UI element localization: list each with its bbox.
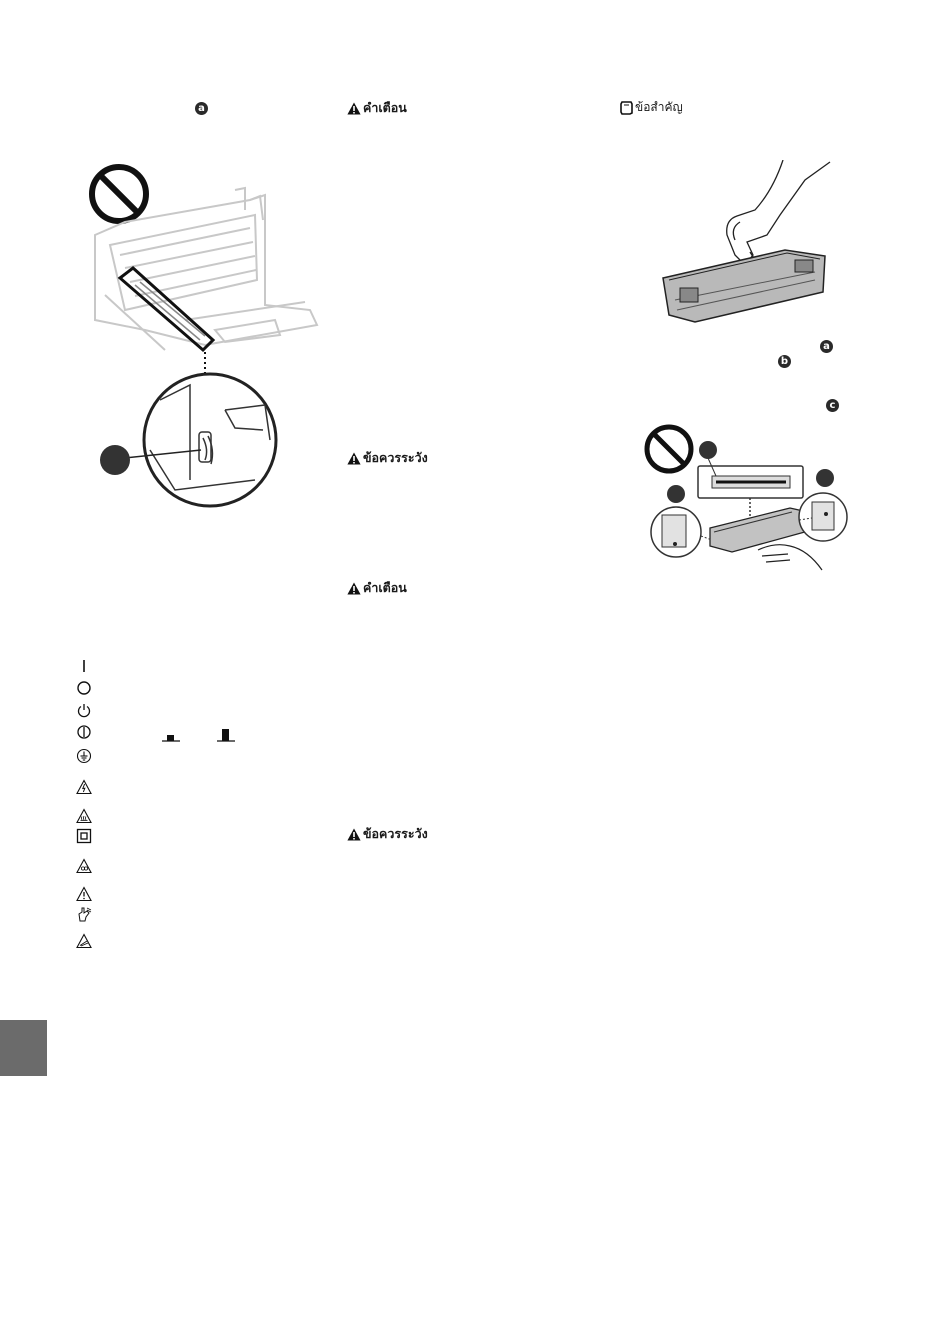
warning-heading-1: คำเตือน (347, 98, 407, 118)
protective-earth-icon (76, 748, 92, 764)
marker-a-right: a (820, 340, 833, 353)
hot-surface-warning-icon (76, 808, 92, 824)
standby-icon (76, 702, 92, 718)
marker-b-right: b (778, 355, 791, 368)
chapter-tab (0, 1020, 47, 1076)
warning-triangle-icon (347, 828, 361, 841)
prohibited-icon (647, 427, 691, 471)
moving-parts-warning-icon (76, 858, 92, 874)
important-heading: ข้อสำคัญ (620, 98, 683, 117)
caution-heading-2: ข้อควรระวัง (347, 824, 428, 844)
warning-triangle-icon (347, 102, 361, 115)
switch-state-off-icon (217, 726, 235, 742)
printer-illustration-left (85, 160, 325, 515)
toner-do-not-touch-illustration (640, 420, 865, 580)
important-note-icon (620, 101, 633, 115)
power-off-icon (76, 680, 92, 696)
caution-heading-1: ข้อควรระวัง (347, 448, 428, 468)
general-warning-icon (76, 886, 92, 902)
toner-cartridge-hand-illustration (655, 160, 845, 330)
marker-a-left: a (195, 102, 208, 115)
marker-c-right: c (826, 399, 839, 412)
push-push-switch-icon (76, 724, 92, 740)
electric-shock-warning-icon (76, 779, 92, 795)
class-ii-equipment-icon (76, 828, 92, 844)
warning-triangle-icon (347, 452, 361, 465)
sharp-edge-warning-icon (76, 933, 92, 949)
warning-triangle-icon (347, 582, 361, 595)
prohibited-icon (92, 167, 146, 221)
ventilation-hand-icon (76, 906, 92, 922)
warning-heading-2: คำเตือน (347, 578, 407, 598)
switch-state-on-icon (162, 730, 180, 742)
power-on-icon (76, 658, 92, 674)
